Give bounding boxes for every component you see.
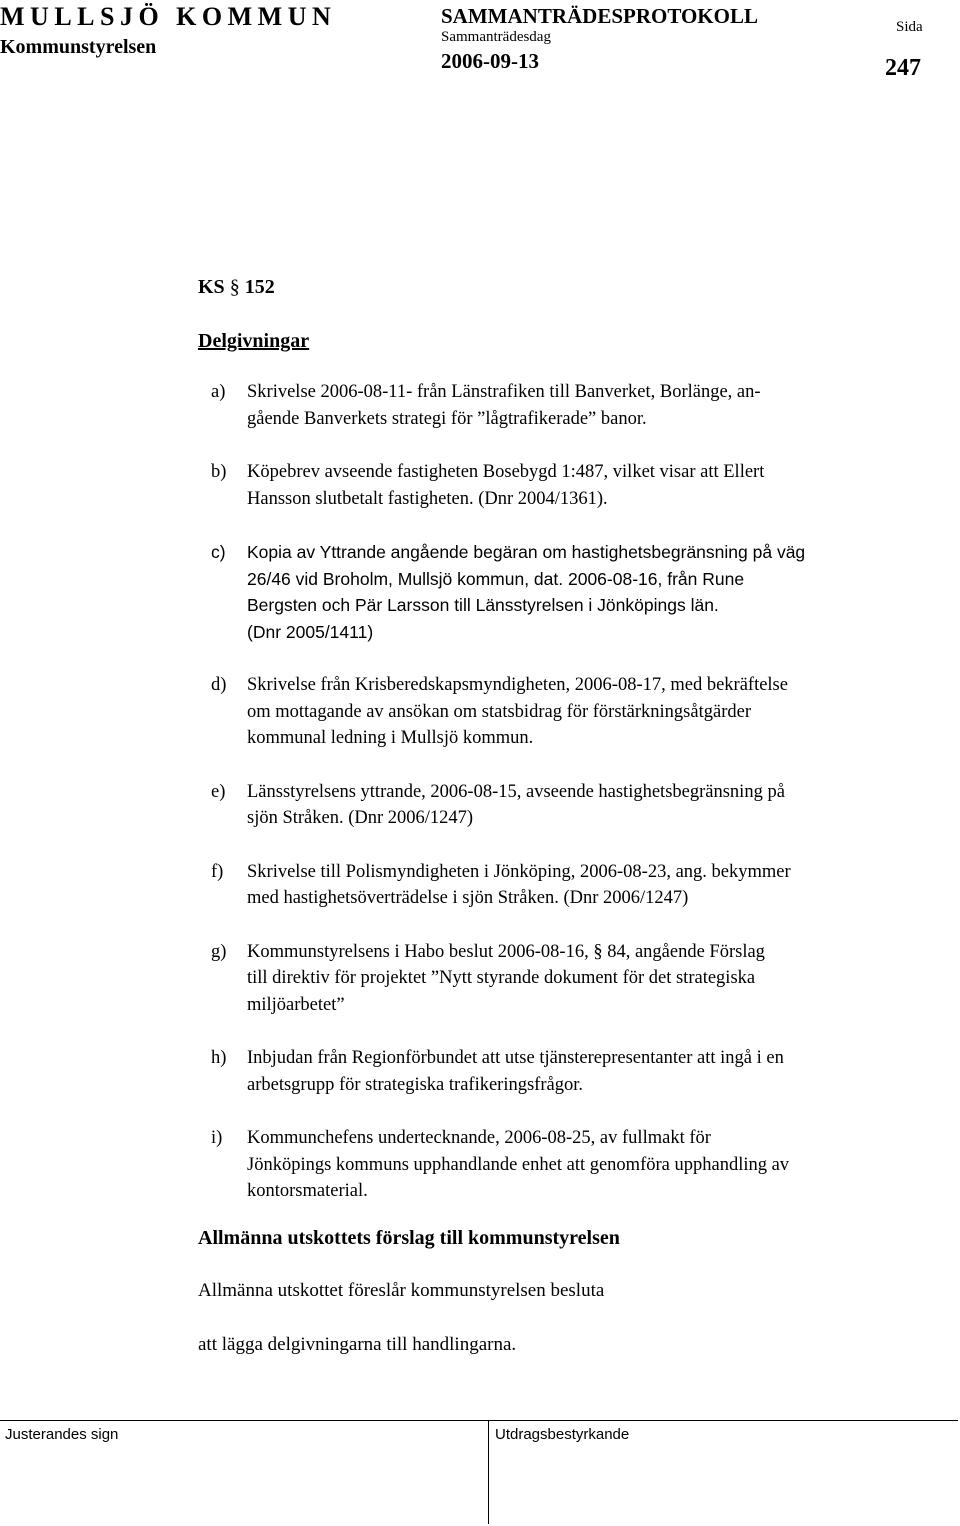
item-line: gående Banverkets strategi för ”lågtrafikerade” banor. xyxy=(247,408,647,429)
section-number-value: 152 xyxy=(244,276,275,298)
list-item xyxy=(211,939,931,1019)
item-marker: c) xyxy=(211,542,226,562)
item-text xyxy=(247,939,931,1019)
item-line: kontorsmaterial. xyxy=(247,1181,368,1201)
municipality-name: MULLSJÖ KOMMUN xyxy=(0,2,337,31)
item-line: Hansson slutbetalt fastigheten. (Dnr 2004/1361). xyxy=(247,488,608,509)
item-text xyxy=(247,859,931,912)
committee-name: Kommunstyrelsen xyxy=(0,36,157,58)
item-marker: d) xyxy=(211,675,227,695)
item-marker: a) xyxy=(211,382,226,402)
item-line: arbetsgrupp för strategiska trafikeringsfrågor. xyxy=(247,1074,583,1095)
proposal-intro: Allmänna utskottet föreslår kommunstyrelsen besluta xyxy=(198,1280,605,1301)
meeting-date-label: Sammanträdesdag xyxy=(441,29,551,45)
item-marker: i) xyxy=(211,1128,223,1148)
list-item xyxy=(211,859,931,912)
item-marker: f) xyxy=(211,861,224,882)
list-item xyxy=(211,539,931,645)
item-line: miljöarbetet” xyxy=(247,994,345,1015)
item-line: Kommunchefens undertecknande, 2006-08-25, av fullmakt för xyxy=(247,1128,711,1148)
section-number xyxy=(198,276,275,299)
document-type: SAMMANTRÄDESPROTOKOLL xyxy=(441,4,758,28)
item-line: om mottagande av ansökan om statsbidrag för förstärkningsåtgärder xyxy=(247,701,751,722)
item-marker: h) xyxy=(211,1048,227,1068)
item-text xyxy=(247,1125,931,1205)
item-line: Kopia av Yttrande angående begäran om hastighetsbegränsning på väg xyxy=(247,542,806,562)
item-text xyxy=(247,779,931,832)
item-line: till direktiv för projektet ”Nytt styrande dokument för det strategiska xyxy=(247,968,756,988)
certification-label: Utdragsbestyrkande xyxy=(495,1426,630,1443)
list-item xyxy=(211,1045,931,1098)
item-marker: e) xyxy=(211,781,226,802)
item-line: med hastighetsöverträdelse i sjön Stråken. (Dnr 2006/1247) xyxy=(247,888,689,908)
item-line: Kommunstyrelsens i Habo beslut 2006-08-16, § 84, angående Förslag xyxy=(247,941,765,962)
item-line: Skrivelse 2006-08-11- från Länstrafiken till Banverket, Borlänge, an- xyxy=(247,382,761,402)
item-text xyxy=(247,1045,931,1098)
signature-label: Justerandes sign xyxy=(5,1426,119,1443)
item-text xyxy=(247,539,931,645)
item-line: (Dnr 2005/1411) xyxy=(247,621,374,642)
item-marker: g) xyxy=(211,941,227,962)
paragraph-sign: § xyxy=(229,276,240,298)
list-item xyxy=(211,1125,931,1205)
meeting-date: 2006-09-13 xyxy=(441,49,539,73)
item-line: sjön Stråken. (Dnr 2006/1247) xyxy=(247,808,474,828)
section-title: Delgivningar xyxy=(198,330,310,352)
section-prefix: KS xyxy=(198,276,225,298)
list-item xyxy=(211,379,931,432)
item-line: Bergsten och Pär Larsson till Länsstyrelsen i Jönköpings län. xyxy=(247,595,719,615)
item-line: Skrivelse från Krisberedskapsmyndigheten, 2006-08-17, med bekräftelse xyxy=(247,675,788,695)
item-text xyxy=(247,672,931,752)
item-line: kommunal ledning i Mullsjö kommun. xyxy=(247,728,534,748)
page-label: Sida xyxy=(896,19,923,35)
item-line: Inbjudan från Regionförbundet att utse tjänsterepresentanter att ingå i en xyxy=(247,1048,784,1068)
item-line: Jönköpings kommuns upphandlande enhet att genomföra upphandling av xyxy=(247,1154,790,1175)
item-line: Länsstyrelsens yttrande, 2006-08-15, avseende hastighetsbegränsning på xyxy=(247,781,785,802)
item-line: 26/46 vid Broholm, Mullsjö kommun, dat. 2006-08-16, från Rune xyxy=(247,568,745,589)
item-text xyxy=(247,379,931,432)
item-line: Köpebrev avseende fastigheten Bosebygd 1:487, vilket visar att Ellert xyxy=(247,462,765,482)
notification-list xyxy=(211,379,931,1205)
page-number: 247 xyxy=(885,55,921,81)
list-item xyxy=(211,459,931,512)
item-text xyxy=(247,459,931,512)
item-line: Skrivelse till Polismyndigheten i Jönköping, 2006-08-23, ang. bekymmer xyxy=(247,861,791,882)
proposal-decision: att lägga delgivningarna till handlingarna. xyxy=(198,1334,517,1355)
item-marker: b) xyxy=(211,462,227,482)
list-item xyxy=(211,672,931,752)
list-item xyxy=(211,779,931,832)
footer-column-divider xyxy=(488,1420,489,1524)
proposal-heading: Allmänna utskottets förslag till kommunstyrelsen xyxy=(198,1227,620,1249)
footer-divider xyxy=(0,1420,958,1421)
